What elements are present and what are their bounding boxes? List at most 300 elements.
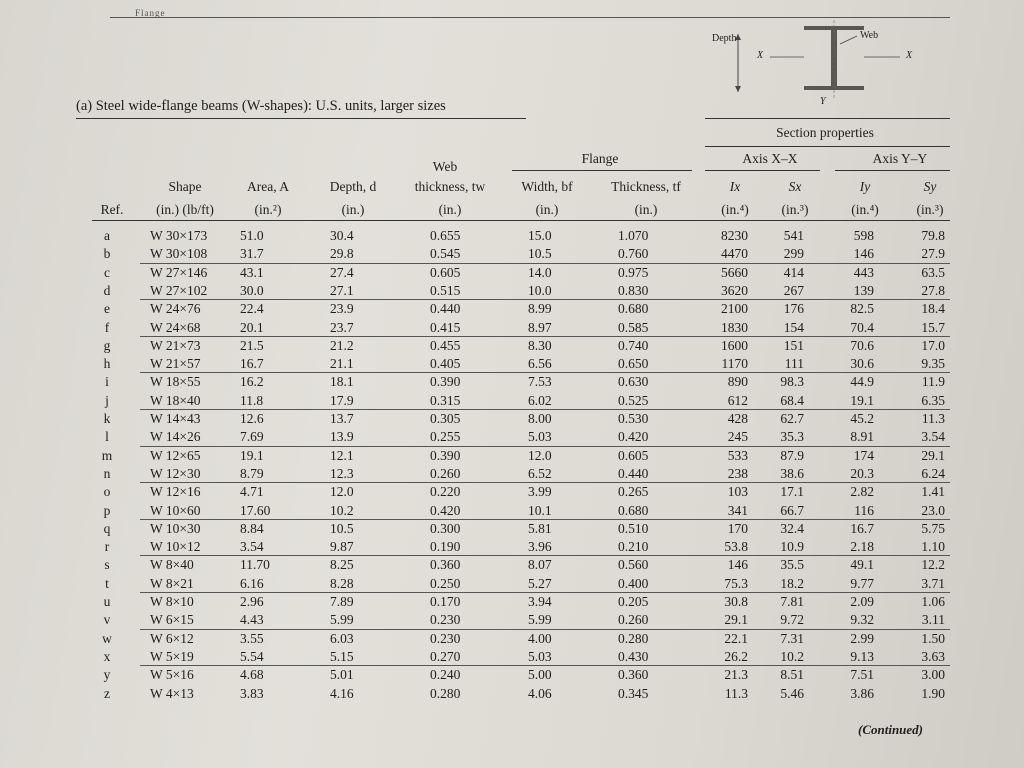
group-divider: [140, 592, 950, 593]
header-width: Width, bf: [521, 179, 573, 194]
thickness-cell: 0.280: [618, 630, 649, 646]
ix-cell: 428: [727, 411, 748, 426]
header-section-properties: Section properties: [776, 125, 874, 140]
thickness-cell: 0.510: [618, 520, 649, 536]
iy-cell: 44.9: [850, 374, 874, 390]
web-cell: 0.190: [430, 539, 461, 555]
header-depth: Depth, d: [329, 179, 377, 194]
sx-cell: 8.51: [780, 667, 804, 683]
group-divider: [140, 446, 950, 447]
web-cell: 0.605: [430, 264, 461, 280]
ref-cell: s: [104, 557, 110, 573]
iy-cell: 8.91: [850, 429, 874, 445]
ix-cell: 533: [727, 447, 748, 463]
depth-cell: 10.2: [330, 502, 354, 518]
area-cell: 5.54: [240, 648, 264, 664]
web-cell: 0.515: [430, 282, 461, 298]
ref-cell: k: [103, 411, 111, 426]
shape-cell: W 21×73: [150, 337, 201, 353]
ix-cell: 4470: [721, 246, 748, 262]
area-cell: 2.96: [240, 594, 264, 609]
depth-cell: 27.4: [330, 264, 354, 280]
ref-cell: p: [103, 502, 111, 518]
thickness-cell: 0.420: [618, 429, 649, 445]
sy-cell: 11.3: [921, 411, 945, 426]
thickness-cell: 0.440: [618, 465, 649, 481]
sy-cell: 27.8: [921, 282, 945, 298]
sy-cell: 6.24: [921, 465, 945, 481]
web-cell: 0.415: [430, 319, 461, 335]
area-cell: 8.79: [240, 465, 264, 481]
shape-cell: W 12×30: [150, 465, 201, 481]
sx-cell: 154: [783, 319, 804, 335]
area-cell: 22.4: [240, 301, 264, 317]
thickness-cell: 0.740: [618, 337, 649, 353]
ix-cell: 29.1: [724, 612, 748, 628]
area-cell: 6.16: [240, 575, 264, 591]
shape-cell: W 10×30: [150, 520, 201, 536]
sx-cell: 68.4: [780, 392, 804, 408]
width-cell: 8.07: [528, 557, 552, 573]
iy-cell: 2.09: [850, 594, 874, 609]
shape-cell: W 12×65: [150, 447, 201, 463]
header-axis-xx: Axis X–X: [742, 151, 798, 166]
depth-cell: 5.01: [330, 667, 354, 683]
sx-cell: 38.6: [780, 465, 804, 481]
header-sy-units: (in.³): [916, 202, 944, 217]
width-cell: 3.96: [528, 539, 552, 555]
thickness-cell: 0.265: [618, 484, 649, 500]
area-cell: 11.70: [240, 557, 270, 573]
sy-cell: 63.5: [921, 264, 945, 280]
depth-cell: 23.9: [330, 301, 354, 317]
header-iy-units: (in.⁴): [851, 202, 879, 217]
header-bottom-rule: [92, 220, 950, 221]
ref-cell: v: [103, 612, 111, 628]
web-cell: 0.240: [430, 667, 461, 683]
width-cell: 10.5: [528, 246, 552, 262]
ref-cell: d: [103, 282, 111, 298]
iy-cell: 9.13: [850, 648, 874, 664]
ref-cell: c: [104, 264, 110, 280]
sy-cell: 3.00: [921, 667, 945, 683]
width-cell: 6.02: [528, 392, 552, 408]
group-divider: [140, 665, 950, 666]
sy-cell: 5.75: [921, 520, 945, 536]
shape-cell: W 8×10: [150, 594, 194, 609]
shape-cell: W 8×40: [150, 557, 194, 573]
axis-x-right-label: X: [906, 50, 913, 61]
ix-cell: 245: [727, 429, 748, 445]
width-cell: 5.99: [528, 612, 552, 628]
web-cell: 0.170: [430, 594, 461, 609]
header-iy: Iy: [859, 179, 871, 194]
iy-cell: 9.77: [850, 575, 874, 591]
area-cell: 17.60: [240, 502, 271, 518]
shape-cell: W 21×57: [150, 356, 201, 372]
header-ix: Ix: [729, 179, 741, 194]
iy-cell: 146: [853, 246, 874, 262]
ix-cell: 53.8: [724, 539, 748, 555]
ix-cell: 2100: [721, 301, 748, 317]
thickness-cell: 0.680: [618, 502, 649, 518]
ix-cell: 22.1: [724, 630, 748, 646]
web-cell: 0.230: [430, 630, 461, 646]
ix-cell: 103: [727, 484, 748, 500]
web-cell: 0.280: [430, 685, 461, 701]
depth-cell: 18.1: [330, 374, 354, 390]
ref-cell: t: [105, 575, 109, 591]
group-divider: [140, 409, 950, 410]
header-ix-units: (in.⁴): [721, 202, 749, 217]
sx-cell: 32.4: [780, 520, 804, 536]
area-cell: 8.84: [240, 520, 264, 536]
shape-cell: W 6×12: [150, 630, 194, 646]
axis-yy-rule: [835, 170, 950, 171]
shape-cell: W 6×15: [150, 612, 194, 628]
shape-cell: W 14×43: [150, 411, 201, 426]
width-cell: 3.99: [528, 484, 552, 500]
depth-cell: 12.3: [330, 465, 354, 481]
sx-cell: 10.9: [780, 539, 804, 555]
shape-cell: W 12×16: [150, 484, 201, 500]
shape-cell: W 5×19: [150, 648, 194, 664]
width-cell: 8.99: [528, 301, 552, 317]
shape-cell: W 30×173: [150, 228, 208, 243]
sx-cell: 7.31: [780, 630, 804, 646]
iy-cell: 16.7: [850, 520, 874, 536]
shape-cell: W 10×12: [150, 539, 201, 555]
iy-cell: 443: [853, 264, 874, 280]
continued-note: (Continued): [858, 722, 924, 737]
width-cell: 6.56: [528, 356, 552, 372]
width-cell: 4.06: [528, 685, 552, 701]
sx-cell: 66.7: [780, 502, 804, 518]
sx-cell: 18.2: [780, 575, 804, 591]
depth-cell: 4.16: [330, 685, 354, 701]
depth-cell: 12.0: [330, 484, 354, 500]
width-cell: 5.00: [528, 667, 552, 683]
depth-cell: 12.1: [330, 447, 354, 463]
web-cell: 0.390: [430, 447, 461, 463]
depth-cell: 8.28: [330, 575, 354, 591]
shape-cell: W 14×26: [150, 429, 201, 445]
flange-rule: [512, 170, 692, 171]
thickness-cell: 0.530: [618, 411, 649, 426]
depth-cell: 5.15: [330, 648, 354, 664]
shape-cell: W 10×60: [150, 502, 201, 518]
web-cell: 0.300: [430, 520, 461, 536]
sx-cell: 35.5: [780, 557, 804, 573]
area-cell: 3.55: [240, 630, 264, 646]
thickness-cell: 0.360: [618, 667, 649, 683]
width-cell: 5.03: [528, 429, 552, 445]
web-cell: 0.315: [430, 392, 461, 408]
depth-cell: 27.1: [330, 282, 354, 298]
depth-cell: 13.7: [330, 411, 354, 426]
sx-cell: 9.72: [780, 612, 804, 628]
shape-cell: W 24×68: [150, 319, 201, 335]
shape-cell: W 5×16: [150, 667, 194, 683]
shape-cell: W 8×21: [150, 575, 194, 591]
depth-cell: 29.8: [330, 246, 354, 262]
header-sx-units: (in.³): [781, 202, 809, 217]
sx-cell: 414: [783, 264, 804, 280]
iy-cell: 49.1: [850, 557, 874, 573]
iy-cell: 9.32: [850, 612, 874, 628]
area-cell: 19.1: [240, 447, 264, 463]
header-flange: Flange: [581, 151, 619, 166]
depth-cell: 7.89: [330, 594, 354, 609]
web-cell: 0.655: [430, 228, 461, 243]
ref-cell: f: [104, 319, 110, 335]
web-label: Web: [860, 30, 879, 41]
group-divider: [140, 482, 950, 483]
width-cell: 14.0: [528, 264, 552, 280]
thickness-cell: 0.210: [618, 539, 649, 555]
iy-cell: 45.2: [850, 411, 874, 426]
iy-cell: 19.1: [850, 392, 874, 408]
thickness-cell: 0.680: [618, 301, 649, 317]
thickness-cell: 0.525: [618, 392, 649, 408]
thickness-cell: 0.345: [618, 685, 649, 701]
ref-cell: u: [103, 594, 111, 609]
ix-cell: 1830: [721, 319, 748, 335]
width-cell: 6.52: [528, 465, 552, 481]
sx-cell: 87.9: [780, 447, 804, 463]
ref-cell: h: [103, 356, 111, 372]
width-cell: 7.53: [528, 374, 552, 390]
area-cell: 4.71: [240, 484, 264, 500]
header-shape-units: (in.) (lb/ft): [156, 202, 214, 217]
sy-cell: 1.50: [921, 630, 945, 646]
width-cell: 8.00: [528, 411, 552, 426]
ref-cell: g: [103, 337, 111, 353]
header-sy: Sy: [923, 179, 937, 194]
thickness-cell: 0.585: [618, 319, 649, 335]
sx-cell: 17.1: [780, 484, 804, 500]
iy-cell: 3.86: [850, 685, 874, 701]
header-web-thickness: thickness, tw: [414, 179, 486, 194]
ix-cell: 21.3: [724, 667, 748, 683]
ref-cell: j: [105, 392, 109, 408]
axis-y-label: Y: [820, 96, 826, 107]
group-divider: [140, 336, 950, 337]
sy-cell: 17.0: [921, 337, 945, 353]
sy-cell: 79.8: [921, 228, 945, 243]
thickness-cell: 0.560: [618, 557, 649, 573]
ix-cell: 11.3: [724, 685, 748, 701]
ix-cell: 26.2: [724, 648, 748, 664]
iy-cell: 70.6: [850, 337, 874, 353]
sy-cell: 23.0: [921, 502, 945, 518]
depth-cell: 17.9: [330, 392, 354, 408]
width-cell: 5.27: [528, 575, 552, 591]
sx-cell: 151: [783, 337, 804, 353]
ix-cell: 146: [727, 557, 748, 573]
top-rule: [110, 17, 950, 18]
iy-cell: 116: [854, 502, 874, 518]
group-divider: [140, 299, 950, 300]
group-divider: [140, 629, 950, 630]
iy-cell: 82.5: [850, 301, 874, 317]
header-sx: Sx: [788, 179, 802, 194]
sy-cell: 12.2: [921, 557, 945, 573]
header-thickness-units: (in.): [634, 202, 658, 217]
header-area: Area, A: [247, 179, 289, 194]
web-cell: 0.440: [430, 301, 461, 317]
thickness-cell: 0.760: [618, 246, 649, 262]
iy-cell: 598: [853, 228, 874, 243]
group-divider: [140, 372, 950, 373]
section-top-rule: [705, 118, 950, 119]
web-cell: 0.255: [430, 429, 461, 445]
ix-cell: 238: [727, 465, 748, 481]
header-width-units: (in.): [535, 202, 559, 217]
web-cell: 0.360: [430, 557, 461, 573]
depth-label: Depth: [712, 33, 737, 44]
thickness-cell: 0.430: [618, 648, 649, 664]
ix-cell: 75.3: [724, 575, 748, 591]
depth-cell: 21.1: [330, 356, 354, 372]
table-caption: (a) Steel wide-flange beams (W-shapes): U.S. units, larger sizes: [76, 98, 446, 114]
header-web-units: (in.): [438, 202, 462, 217]
iy-cell: 2.82: [850, 484, 874, 500]
width-cell: 8.30: [528, 337, 552, 353]
ref-cell: w: [102, 630, 112, 646]
section-properties-rule: [705, 146, 950, 147]
thickness-cell: 0.605: [618, 447, 649, 463]
area-cell: 3.83: [240, 685, 264, 701]
sy-cell: 3.54: [921, 429, 945, 445]
depth-cell: 13.9: [330, 429, 354, 445]
group-divider: [140, 519, 950, 520]
iy-cell: 7.51: [850, 667, 874, 683]
thickness-cell: 0.400: [618, 575, 649, 591]
depth-cell: 21.2: [330, 337, 354, 353]
header-depth-units: (in.): [341, 202, 365, 217]
width-cell: 8.97: [528, 319, 552, 335]
iy-cell: 2.18: [850, 539, 874, 555]
ref-cell: q: [103, 520, 111, 536]
ref-cell: n: [103, 465, 111, 481]
web-cell: 0.230: [430, 612, 461, 628]
sy-cell: 9.35: [921, 356, 945, 372]
ix-cell: 3620: [721, 282, 748, 298]
sy-cell: 11.9: [921, 374, 945, 390]
header-web-top: Web: [432, 159, 458, 174]
sx-cell: 7.81: [780, 594, 804, 609]
sy-cell: 1.90: [921, 685, 945, 701]
area-cell: 16.7: [240, 356, 264, 372]
web-cell: 0.260: [430, 465, 461, 481]
iy-cell: 20.3: [850, 465, 874, 481]
web-cell: 0.270: [430, 648, 461, 664]
sx-cell: 35.3: [780, 429, 804, 445]
web-cell: 0.390: [430, 374, 461, 390]
depth-cell: 5.99: [330, 612, 354, 628]
ix-cell: 341: [727, 502, 748, 518]
sy-cell: 1.06: [921, 594, 945, 609]
axis-xx-rule: [705, 170, 820, 171]
sy-cell: 27.9: [921, 246, 945, 262]
area-cell: 43.1: [240, 264, 264, 280]
width-cell: 15.0: [528, 228, 552, 243]
header-ref: Ref.: [100, 202, 124, 217]
sx-cell: 541: [783, 228, 804, 243]
ref-cell: l: [105, 429, 109, 445]
sx-cell: 176: [783, 301, 804, 317]
depth-cell: 30.4: [330, 228, 354, 243]
sx-cell: 10.2: [780, 648, 804, 664]
area-cell: 11.8: [240, 392, 264, 408]
thickness-cell: 0.975: [618, 264, 649, 280]
width-cell: 10.0: [528, 282, 552, 298]
depth-cell: 6.03: [330, 630, 354, 646]
ref-cell: z: [104, 685, 110, 701]
web-cell: 0.305: [430, 411, 461, 426]
area-cell: 16.2: [240, 374, 264, 390]
area-cell: 4.68: [240, 667, 264, 683]
ix-cell: 1600: [721, 337, 748, 353]
ref-cell: b: [103, 246, 111, 262]
iy-cell: 70.4: [850, 319, 874, 335]
shape-cell: W 24×76: [150, 301, 201, 317]
thickness-cell: 0.260: [618, 612, 649, 628]
depth-cell: 8.25: [330, 557, 354, 573]
width-cell: 5.81: [528, 520, 552, 536]
area-cell: 12.6: [240, 411, 264, 426]
ix-cell: 5660: [721, 264, 748, 280]
iy-cell: 174: [853, 447, 874, 463]
sy-cell: 6.35: [921, 392, 945, 408]
ref-cell: e: [104, 301, 110, 317]
sy-cell: 3.71: [921, 575, 945, 591]
header-thickness: Thickness, tf: [611, 179, 681, 194]
web-cell: 0.455: [430, 337, 461, 353]
sx-cell: 5.46: [780, 685, 804, 701]
thickness-cell: 0.205: [618, 594, 649, 609]
caption-rule: [76, 118, 526, 119]
width-cell: 12.0: [528, 447, 552, 463]
header-shape: Shape: [168, 179, 202, 194]
sy-cell: 3.11: [921, 612, 945, 628]
sy-cell: 3.63: [921, 648, 945, 664]
sx-cell: 62.7: [780, 411, 804, 426]
group-divider: [140, 263, 950, 264]
web-cell: 0.220: [430, 484, 461, 500]
depth-cell: 9.87: [330, 539, 354, 555]
iy-cell: 139: [853, 282, 874, 298]
ix-cell: 612: [727, 392, 748, 408]
ref-cell: m: [101, 447, 113, 463]
sy-cell: 29.1: [921, 447, 945, 463]
ref-cell: o: [103, 484, 111, 500]
shape-cell: W 30×108: [150, 246, 208, 262]
sy-cell: 1.10: [921, 539, 945, 555]
shape-cell: W 4×13: [150, 685, 194, 701]
sx-cell: 98.3: [780, 374, 804, 390]
area-cell: 20.1: [240, 319, 264, 335]
ix-cell: 8230: [721, 228, 748, 243]
width-cell: 4.00: [528, 630, 552, 646]
iy-cell: 30.6: [850, 356, 874, 372]
sy-cell: 1.41: [921, 484, 945, 500]
shape-cell: W 27×146: [150, 264, 208, 280]
thickness-cell: 0.630: [618, 374, 649, 390]
thickness-cell: 1.070: [618, 228, 649, 243]
depth-cell: 23.7: [330, 319, 354, 335]
